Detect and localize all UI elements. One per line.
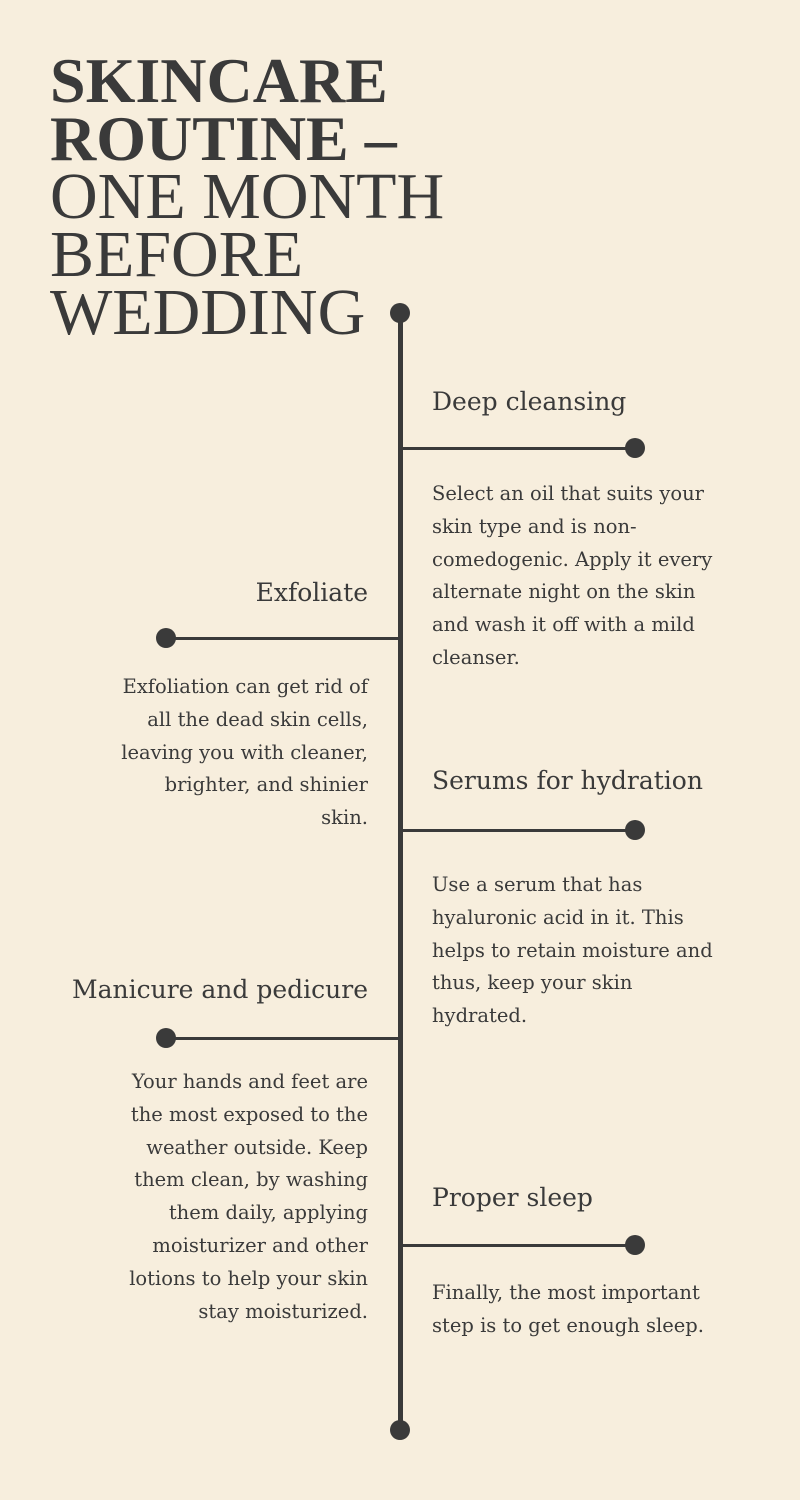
step-4-text: Your hands and feet are the most exposed to the weather outside. Keep them clean, by washing them daily, applying moisturizer and other lotions to help your skin stay moisturized. <box>129 1070 368 1323</box>
step-3-dot <box>625 820 645 840</box>
step-5-connector <box>400 1244 634 1247</box>
step-1-dot <box>625 438 645 458</box>
step-1-connector <box>400 447 634 450</box>
step-2-dot <box>156 628 176 648</box>
title-line-1: SKINCARE <box>50 45 388 116</box>
timeline-spine <box>398 312 403 1430</box>
step-4-heading: Manicure and pedicure <box>72 975 368 1004</box>
step-5-text: Finally, the most important step is to get enough sleep. <box>432 1281 704 1337</box>
title-line-3: ONE MONTH <box>50 160 445 233</box>
step-5-heading: Proper sleep <box>432 1183 593 1212</box>
step-3-heading: Serums for hydration <box>432 766 703 795</box>
title-line-2: ROUTINE – <box>50 103 397 174</box>
infographic-title <box>50 45 610 349</box>
timeline-start-dot <box>390 303 410 323</box>
step-2-text: Exfoliation can get rid of all the dead skin cells, leaving you with cleaner, brighter, and shinier skin. <box>121 675 368 830</box>
step-1-heading: Deep cleansing <box>432 387 627 416</box>
step-4-connector <box>166 1037 400 1040</box>
step-3-text: Use a serum that has hyaluronic acid in it. This helps to retain moisture and thus, keep your skin hydrated. <box>432 873 713 1028</box>
title-line-4: BEFORE <box>50 218 304 291</box>
step-2-connector <box>166 637 400 640</box>
step-5-dot <box>625 1235 645 1255</box>
step-1-text: Select an oil that suits your skin type and is non-comedogenic. Apply it every alternate night on the skin and wash it off with a mild cleanser. <box>432 482 713 669</box>
timeline-end-dot <box>390 1420 410 1440</box>
step-2-heading: Exfoliate <box>255 578 368 607</box>
step-4-dot <box>156 1028 176 1048</box>
title-line-5: WEDDING <box>50 276 366 349</box>
step-3-connector <box>400 829 634 832</box>
